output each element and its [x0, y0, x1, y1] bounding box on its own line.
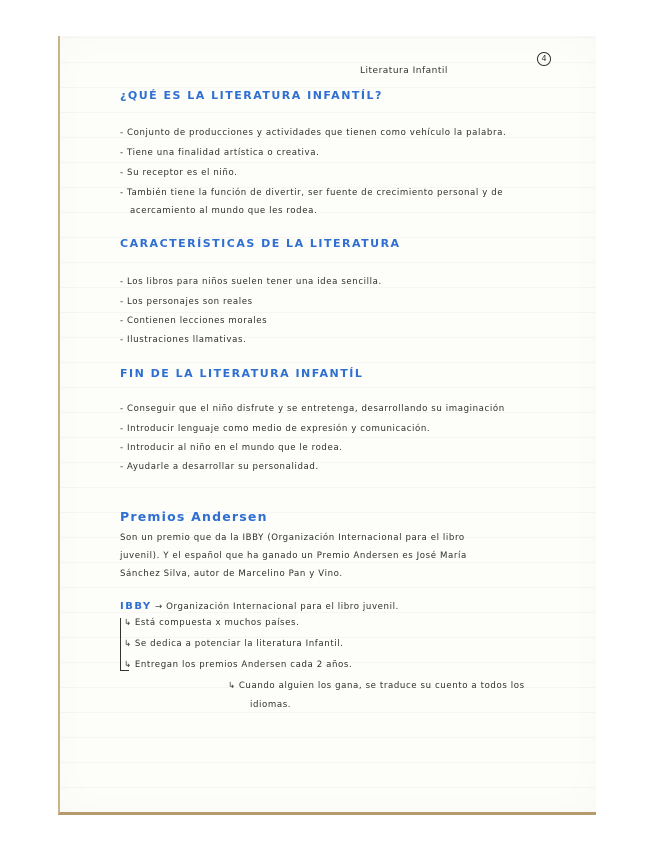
ibby-item-1: [124, 618, 299, 628]
page-number: 4: [537, 52, 551, 66]
section-title-caracteristicas: CARACTERÍSTICAS DE LA LITERATURA: [120, 237, 401, 250]
ibby-item-2: [124, 639, 344, 649]
que-es-line-2: - Tiene una finalidad artística o creativa.: [120, 148, 320, 158]
ibby-item-3: [124, 660, 352, 670]
arrow-hook-icon: ↳: [124, 660, 132, 670]
que-es-line-3: - Su receptor es el niño.: [120, 168, 238, 178]
ibby-item-1-text: Está compuesta x muchos países.: [134, 618, 300, 628]
ibby-item-3-text: Entregan los premios Andersen cada 2 años.: [134, 660, 353, 670]
que-es-line-5: acercamiento al mundo que les rodea.: [130, 206, 318, 216]
premios-line-1: Son un premio que da la IBBY (Organización Internacional para el libro: [120, 533, 465, 543]
section-title-fin: FIN DE LA LITERATURA INFANTÍL: [120, 367, 364, 380]
ibby-definition-line: [120, 601, 399, 612]
caracteristicas-line-1: - Los libros para niños suelen tener una idea sencilla.: [120, 277, 382, 287]
caracteristicas-line-2: - Los personajes son reales: [120, 297, 253, 307]
arrow-hook-icon: ↳: [124, 618, 132, 628]
fin-line-2: - Introducir lenguaje como medio de expresión y comunicación.: [120, 424, 431, 434]
fin-line-3: - Introducir al niño en el mundo que le rodea.: [120, 443, 343, 453]
page-header-title: Literatura Infantil: [360, 66, 448, 76]
fin-line-1: - Conseguir que el niño disfrute y se entretenga, desarrollando su imaginación: [120, 404, 505, 414]
notebook-page: [58, 36, 596, 815]
section-title-que-es: ¿QUÉ ES LA LITERATURA INFANTÍL?: [120, 89, 383, 102]
ibby-sub-item-continued: idiomas.: [250, 700, 292, 710]
ibby-sub-item-text: Cuando alguien los gana, se traduce su cuento a todos los: [238, 681, 525, 691]
section-title-premios: Premios Andersen: [120, 509, 268, 524]
que-es-line-1: - Conjunto de producciones y actividades que tienen como vehículo la palabra.: [120, 128, 507, 138]
arrow-hook-icon: ↳: [228, 681, 236, 691]
premios-line-3: Sánchez Silva, autor de Marcelino Pan y Vino.: [120, 569, 343, 579]
ibby-sub-item: [228, 681, 525, 691]
ibby-definition: → Organización Internacional para el libro juvenil.: [155, 602, 399, 612]
caracteristicas-line-3: - Contienen lecciones morales: [120, 316, 268, 326]
ibby-acronym: IBBY: [120, 601, 152, 612]
premios-line-2: juvenil). Y el español que ha ganado un Premio Andersen es José María: [120, 551, 467, 561]
caracteristicas-line-4: - Ilustraciones llamativas.: [120, 335, 247, 345]
fin-line-4: - Ayudarle a desarrollar su personalidad.: [120, 462, 319, 472]
que-es-line-4: - También tiene la función de divertir, ser fuente de crecimiento personal y de: [120, 188, 504, 198]
arrow-hook-icon: ↳: [124, 639, 132, 649]
ibby-item-2-text: Se dedica a potenciar la literatura Infantil.: [134, 639, 344, 649]
